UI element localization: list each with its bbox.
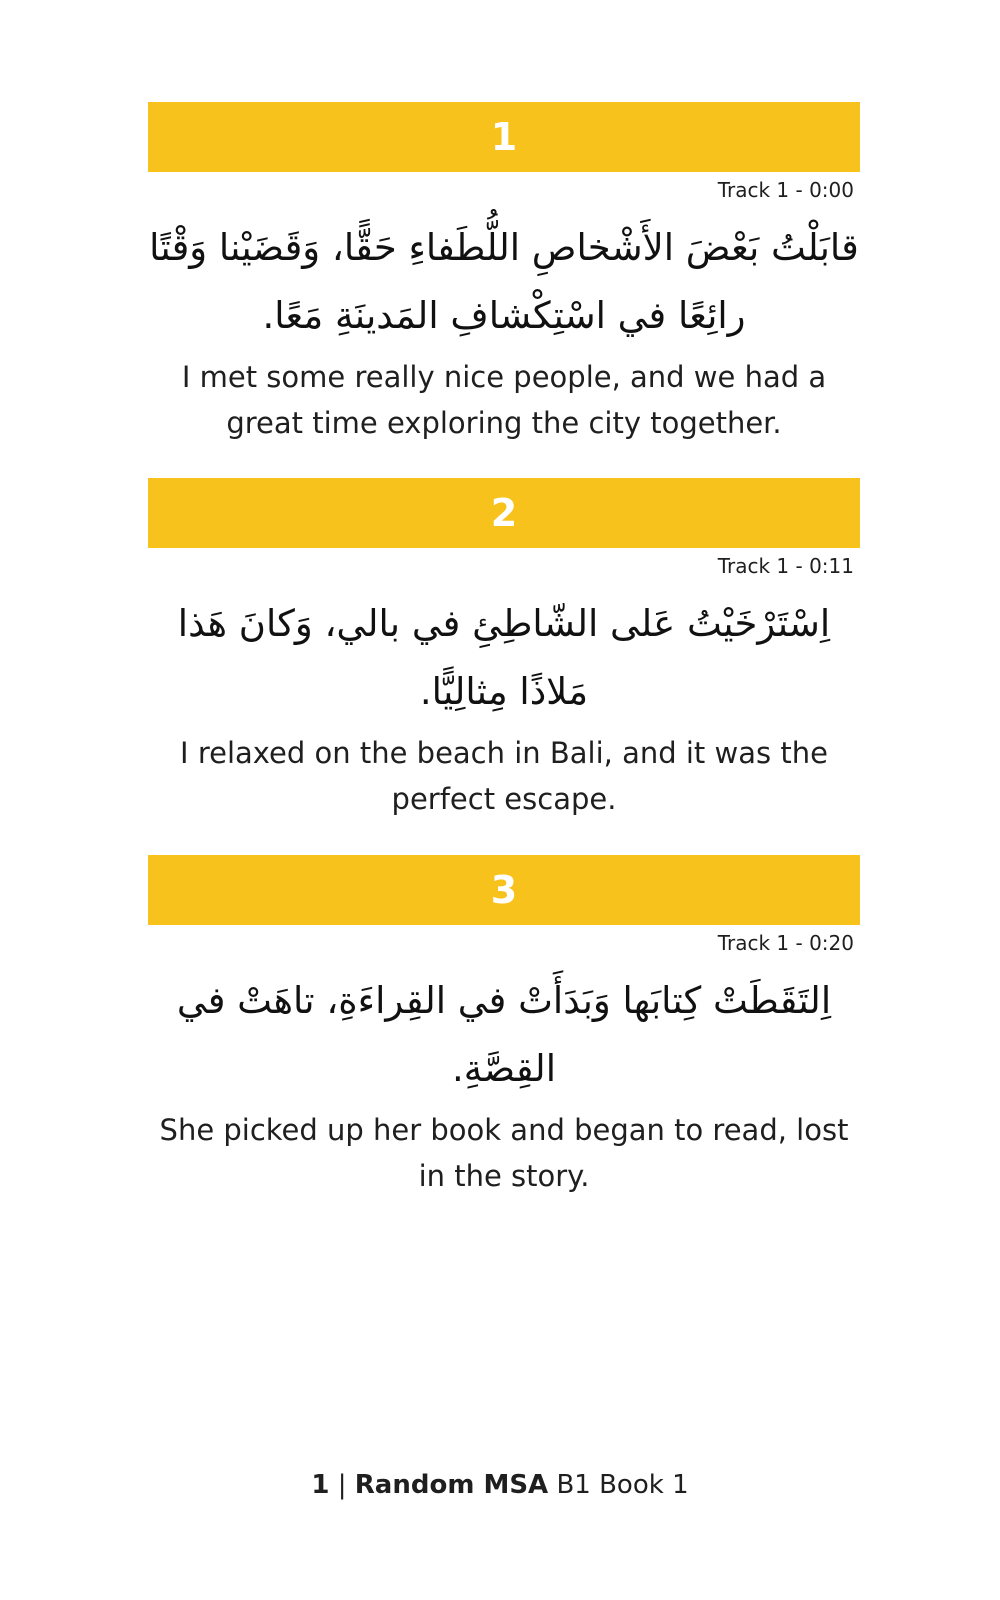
- entry-2: [148, 478, 860, 822]
- entry-number: 2: [490, 491, 518, 535]
- entry-number-banner: [148, 478, 860, 548]
- entry-1: [148, 102, 860, 446]
- series-title: Random MSA: [354, 1470, 549, 1500]
- audio-track-timestamp: Track 1 - 0:00: [717, 178, 854, 202]
- book-title: B1 Book 1: [556, 1470, 689, 1500]
- arabic-sentence: اِسْتَرْخَيْتُ عَلى الشّاطِئِ في بالي، وَكانَ هَذا مَلاذًا مِثالِيًّا.: [177, 602, 831, 713]
- footer-separator: |: [337, 1470, 347, 1500]
- entry-number: 3: [490, 868, 518, 912]
- entry-number: 1: [490, 115, 518, 159]
- english-translation: She picked up her book and began to read, lost in the story.: [159, 1113, 849, 1193]
- arabic-sentence: قابَلْتُ بَعْضَ الأَشْخاصِ اللُّطَفاءِ حَقًّا، وَقَضَيْنا وَقْتًا رائِعًا في اسْتِكْشافِ المَدينَةِ مَعًا.: [149, 226, 859, 337]
- audio-track-timestamp: Track 1 - 0:20: [717, 931, 854, 955]
- audio-track-timestamp: Track 1 - 0:11: [717, 554, 854, 578]
- arabic-sentence: اِلتَقَطَتْ كِتابَها وَبَدَأَتْ في القِراءَةِ، تاهَتْ في القِصَّةِ.: [176, 979, 832, 1090]
- english-translation: I met some really nice people, and we had a great time exploring the city together.: [181, 360, 827, 440]
- entry-number-banner: [148, 855, 860, 925]
- page-number: 1: [311, 1470, 330, 1500]
- entry-number-banner: [148, 102, 860, 172]
- english-translation: I relaxed on the beach in Bali, and it was the perfect escape.: [180, 736, 828, 816]
- entry-3: [148, 855, 860, 1199]
- page-footer: [0, 1470, 1000, 1500]
